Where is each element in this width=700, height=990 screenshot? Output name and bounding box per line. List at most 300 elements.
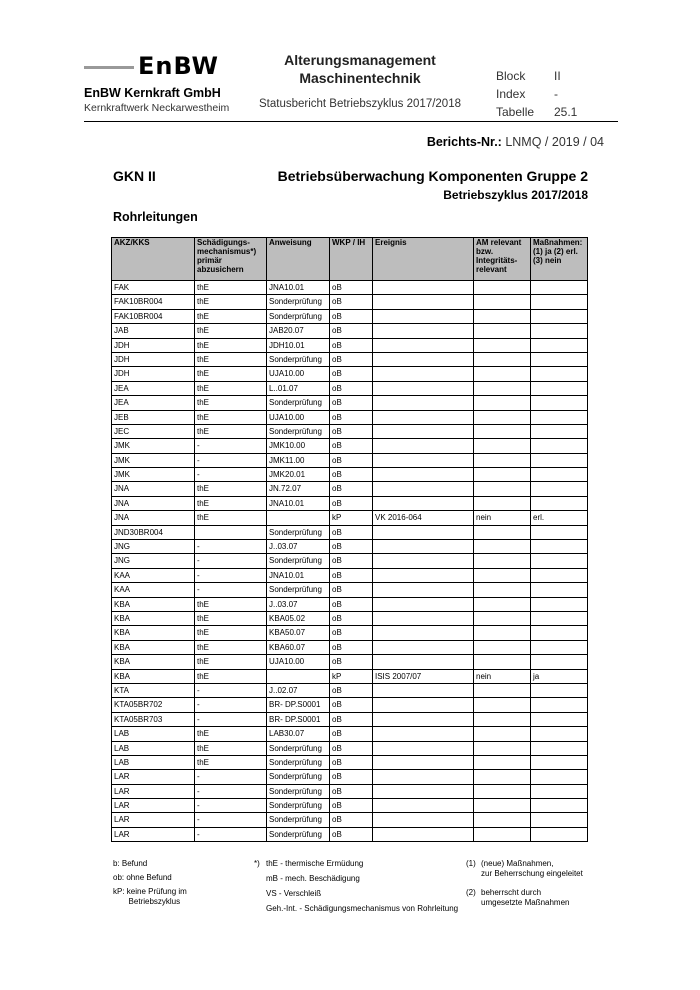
cell-event	[373, 583, 474, 597]
cell-measures	[531, 324, 588, 338]
legend-item: Geh.-Int. - Schädigungsmechanismus von Rohrleitung	[266, 904, 459, 913]
cell-instruction: Sonderprüfung	[267, 525, 330, 539]
table-row	[112, 813, 588, 827]
cell-event	[373, 741, 474, 755]
cell-wkp: oB	[330, 640, 373, 654]
cell-mechanism: -	[195, 540, 267, 554]
cell-instruction: JDH10.01	[267, 338, 330, 352]
cell-instruction: JAB20.07	[267, 324, 330, 338]
cell-am-relevant	[474, 281, 531, 295]
enbw-logo: EnBW	[138, 52, 219, 80]
table-row	[112, 424, 588, 438]
legend-item: kP: keine Prüfung im	[113, 887, 187, 896]
cell-wkp: oB	[330, 525, 373, 539]
cell-akz: LAB	[112, 727, 195, 741]
col-header-am-relevant: AM relevant bzw. Integritäts-relevant	[474, 238, 531, 281]
cell-measures	[531, 712, 588, 726]
cell-instruction: BR- DP.S0001	[267, 698, 330, 712]
table-row	[112, 583, 588, 597]
table-row	[112, 324, 588, 338]
cell-am-relevant	[474, 698, 531, 712]
table-row	[112, 655, 588, 669]
cell-am-relevant	[474, 496, 531, 510]
report-label: Berichts-Nr.:	[426, 135, 502, 149]
cell-instruction: Sonderprüfung	[267, 583, 330, 597]
legend-item: VS - Verschleiß	[266, 889, 322, 898]
cell-measures	[531, 813, 588, 827]
cell-event	[373, 827, 474, 841]
cell-akz: KAA	[112, 568, 195, 582]
cell-wkp: oB	[330, 770, 373, 784]
table-row	[112, 597, 588, 611]
cell-event	[373, 396, 474, 410]
cell-akz: JNG	[112, 540, 195, 554]
cell-wkp: oB	[330, 827, 373, 841]
cell-mechanism: thE	[195, 324, 267, 338]
cell-wkp: oB	[330, 813, 373, 827]
cell-instruction: JMK20.01	[267, 468, 330, 482]
table-row	[112, 540, 588, 554]
cell-mechanism	[195, 525, 267, 539]
table-row	[112, 295, 588, 309]
table-row	[112, 712, 588, 726]
cell-instruction: L..01.07	[267, 381, 330, 395]
cell-measures	[531, 338, 588, 352]
cell-measures	[531, 640, 588, 654]
cell-wkp: oB	[330, 755, 373, 769]
legend-mark-1: (1)	[466, 859, 476, 868]
section-title: Rohrleitungen	[113, 210, 198, 224]
cell-instruction: KBA50.07	[267, 626, 330, 640]
cell-akz: KBA	[112, 640, 195, 654]
cell-measures	[531, 410, 588, 424]
cell-event	[373, 784, 474, 798]
cell-am-relevant	[474, 727, 531, 741]
report-value: LNMQ / 2019 / 04	[505, 135, 604, 149]
cell-measures	[531, 583, 588, 597]
cell-instruction: Sonderprüfung	[267, 827, 330, 841]
cell-measures	[531, 827, 588, 841]
col-header-mechanism: Schädigungs-mechanismus*) primär abzusichern	[195, 238, 267, 281]
cell-wkp: kP	[330, 669, 373, 683]
col-header-event: Ereignis	[373, 238, 474, 281]
cell-am-relevant	[474, 640, 531, 654]
plant-name: Kernkraftwerk Neckarwestheim	[84, 102, 230, 114]
block-field	[496, 69, 561, 83]
cell-mechanism: -	[195, 583, 267, 597]
cell-event	[373, 295, 474, 309]
cell-mechanism: thE	[195, 295, 267, 309]
cell-akz: JNG	[112, 554, 195, 568]
cell-am-relevant	[474, 655, 531, 669]
table-row	[112, 453, 588, 467]
cell-mechanism: -	[195, 799, 267, 813]
cell-event	[373, 453, 474, 467]
cell-wkp: oB	[330, 727, 373, 741]
cell-event	[373, 424, 474, 438]
table-row	[112, 770, 588, 784]
cell-instruction: BR- DP.S0001	[267, 712, 330, 726]
cell-wkp: oB	[330, 583, 373, 597]
table-row	[112, 784, 588, 798]
header-title-line2: Maschinentechnik	[299, 70, 421, 86]
cell-instruction: UJA10.00	[267, 410, 330, 424]
table-row	[112, 511, 588, 525]
cell-measures	[531, 741, 588, 755]
legend-mechanisms	[266, 859, 458, 914]
cell-instruction: Sonderprüfung	[267, 352, 330, 366]
cell-wkp: oB	[330, 453, 373, 467]
cell-event	[373, 640, 474, 654]
cell-wkp: oB	[330, 439, 373, 453]
cell-akz: JEA	[112, 396, 195, 410]
legend-abbrev	[113, 859, 187, 907]
cell-am-relevant	[474, 381, 531, 395]
cell-am-relevant	[474, 540, 531, 554]
index-value: -	[554, 87, 558, 101]
cell-akz: KBA	[112, 626, 195, 640]
table-row	[112, 698, 588, 712]
cell-instruction: Sonderprüfung	[267, 770, 330, 784]
cell-wkp: oB	[330, 611, 373, 625]
index-field	[496, 87, 558, 101]
cell-mechanism: thE	[195, 597, 267, 611]
legend-item: mB - mech. Beschädigung	[266, 874, 360, 883]
cell-akz: JDH	[112, 338, 195, 352]
cell-mechanism: -	[195, 698, 267, 712]
cell-wkp: oB	[330, 496, 373, 510]
cell-measures	[531, 525, 588, 539]
legend-mark-2: (2)	[466, 888, 476, 897]
table-row	[112, 396, 588, 410]
table-row	[112, 554, 588, 568]
cell-event	[373, 698, 474, 712]
cell-mechanism: thE	[195, 482, 267, 496]
cell-mechanism: thE	[195, 410, 267, 424]
cell-event	[373, 496, 474, 510]
cell-measures	[531, 611, 588, 625]
cell-am-relevant	[474, 712, 531, 726]
cell-akz: JMK	[112, 439, 195, 453]
cell-event	[373, 281, 474, 295]
legend-item: zur Beherrschung eingeleitet	[481, 869, 583, 878]
cell-instruction: Sonderprüfung	[267, 813, 330, 827]
cell-instruction: JNA10.01	[267, 496, 330, 510]
cell-mechanism: thE	[195, 281, 267, 295]
cell-wkp: oB	[330, 281, 373, 295]
col-header-measures: Maßnahmen: (1) ja (2) erl. (3) nein	[531, 238, 588, 281]
cell-am-relevant	[474, 770, 531, 784]
cell-event	[373, 568, 474, 582]
cell-mechanism: thE	[195, 338, 267, 352]
cell-wkp: oB	[330, 309, 373, 323]
cell-mechanism: -	[195, 439, 267, 453]
col-header-akz: AKZ/KKS	[112, 238, 195, 281]
cell-measures	[531, 468, 588, 482]
cell-wkp: oB	[330, 698, 373, 712]
cell-akz: KBA	[112, 597, 195, 611]
cell-am-relevant: nein	[474, 669, 531, 683]
cell-akz: JNA	[112, 511, 195, 525]
cell-am-relevant	[474, 827, 531, 841]
cell-measures	[531, 453, 588, 467]
cell-wkp: oB	[330, 352, 373, 366]
cell-measures	[531, 770, 588, 784]
tabelle-value: 25.1	[554, 105, 578, 119]
cell-akz: LAR	[112, 827, 195, 841]
cell-mechanism: thE	[195, 424, 267, 438]
block-value: II	[554, 69, 561, 83]
legend-item: (neue) Maßnahmen,	[481, 859, 554, 868]
cell-instruction: JNA10.01	[267, 281, 330, 295]
cell-wkp: kP	[330, 511, 373, 525]
cell-event	[373, 309, 474, 323]
cell-am-relevant	[474, 525, 531, 539]
table-row	[112, 626, 588, 640]
tabelle-label: Tabelle	[496, 105, 535, 119]
cell-measures	[531, 626, 588, 640]
cell-event	[373, 525, 474, 539]
cell-mechanism: thE	[195, 655, 267, 669]
cell-measures: erl.	[531, 511, 588, 525]
table-row	[112, 525, 588, 539]
cell-event	[373, 799, 474, 813]
cell-mechanism: -	[195, 770, 267, 784]
cell-instruction	[267, 511, 330, 525]
cell-measures	[531, 799, 588, 813]
cell-wkp: oB	[330, 655, 373, 669]
cell-wkp: oB	[330, 381, 373, 395]
cell-mechanism: -	[195, 468, 267, 482]
cell-event	[373, 381, 474, 395]
cell-am-relevant	[474, 597, 531, 611]
cell-instruction: KBA05.02	[267, 611, 330, 625]
document-cycle: Betriebszyklus 2017/2018	[443, 188, 588, 202]
cell-event	[373, 655, 474, 669]
cell-event	[373, 540, 474, 554]
table-row	[112, 568, 588, 582]
cell-wkp: oB	[330, 338, 373, 352]
cell-mechanism: thE	[195, 396, 267, 410]
cell-mechanism: thE	[195, 640, 267, 654]
cell-wkp: oB	[330, 410, 373, 424]
cell-instruction: LAB30.07	[267, 727, 330, 741]
cell-mechanism: -	[195, 712, 267, 726]
legend-item: ob: ohne Befund	[113, 873, 172, 882]
cell-akz: JMK	[112, 468, 195, 482]
col-header-instruction: Anweisung	[267, 238, 330, 281]
cell-event	[373, 683, 474, 697]
cell-measures	[531, 396, 588, 410]
cell-am-relevant	[474, 568, 531, 582]
cell-mechanism: -	[195, 784, 267, 798]
cell-wkp: oB	[330, 367, 373, 381]
cell-mechanism: thE	[195, 741, 267, 755]
legend-item: umgesetzte Maßnahmen	[481, 898, 570, 907]
cell-wkp: oB	[330, 712, 373, 726]
table-row	[112, 439, 588, 453]
cell-akz: JEB	[112, 410, 195, 424]
cell-mechanism: thE	[195, 352, 267, 366]
cell-am-relevant	[474, 367, 531, 381]
table-row	[112, 827, 588, 841]
cell-event	[373, 324, 474, 338]
cell-instruction: Sonderprüfung	[267, 741, 330, 755]
cell-am-relevant	[474, 453, 531, 467]
cell-akz: JDH	[112, 367, 195, 381]
cell-wkp: oB	[330, 295, 373, 309]
cell-measures	[531, 655, 588, 669]
cell-akz: LAB	[112, 741, 195, 755]
cell-mechanism: -	[195, 827, 267, 841]
cell-akz: KTA05BR703	[112, 712, 195, 726]
cell-measures	[531, 309, 588, 323]
table-row	[112, 367, 588, 381]
cell-am-relevant	[474, 583, 531, 597]
col-header-wkp: WKP / IH	[330, 238, 373, 281]
table-row	[112, 482, 588, 496]
cell-wkp: oB	[330, 424, 373, 438]
header-title-line1: Alterungsmanagement	[284, 52, 436, 68]
cell-measures	[531, 381, 588, 395]
cell-wkp: oB	[330, 396, 373, 410]
block-label: Block	[496, 69, 526, 83]
cell-measures	[531, 352, 588, 366]
report-number	[427, 135, 604, 149]
table-row	[112, 683, 588, 697]
legend-item: b: Befund	[113, 859, 148, 868]
cell-wkp: oB	[330, 540, 373, 554]
cell-mechanism: thE	[195, 367, 267, 381]
cell-event	[373, 554, 474, 568]
cell-am-relevant	[474, 482, 531, 496]
table-row	[112, 669, 588, 683]
cell-measures	[531, 683, 588, 697]
cell-akz: FAK	[112, 281, 195, 295]
cell-am-relevant	[474, 554, 531, 568]
cell-event	[373, 727, 474, 741]
logo-line	[84, 66, 134, 69]
table-row	[112, 338, 588, 352]
cell-wkp: oB	[330, 784, 373, 798]
cell-event	[373, 468, 474, 482]
cell-measures: ja	[531, 669, 588, 683]
cell-instruction: JN.72.07	[267, 482, 330, 496]
cell-instruction: Sonderprüfung	[267, 799, 330, 813]
table-row	[112, 496, 588, 510]
cell-measures	[531, 784, 588, 798]
cell-instruction: J..03.07	[267, 540, 330, 554]
cell-mechanism: thE	[195, 669, 267, 683]
cell-am-relevant	[474, 799, 531, 813]
cell-measures	[531, 727, 588, 741]
cell-mechanism: -	[195, 813, 267, 827]
cell-measures	[531, 295, 588, 309]
cell-wkp: oB	[330, 468, 373, 482]
cell-event	[373, 338, 474, 352]
legend-item: beherrscht durch	[481, 888, 542, 897]
cell-wkp: oB	[330, 324, 373, 338]
cell-wkp: oB	[330, 597, 373, 611]
cell-measures	[531, 281, 588, 295]
cell-event	[373, 712, 474, 726]
cell-am-relevant	[474, 338, 531, 352]
cell-event	[373, 352, 474, 366]
cell-wkp: oB	[330, 683, 373, 697]
cell-mechanism: thE	[195, 381, 267, 395]
cell-instruction: Sonderprüfung	[267, 755, 330, 769]
cell-am-relevant	[474, 626, 531, 640]
cell-mechanism: thE	[195, 611, 267, 625]
cell-akz: KBA	[112, 669, 195, 683]
table-row	[112, 741, 588, 755]
cell-am-relevant	[474, 741, 531, 755]
cell-event	[373, 367, 474, 381]
cell-instruction: Sonderprüfung	[267, 784, 330, 798]
cell-instruction: JMK10.00	[267, 439, 330, 453]
page-header	[0, 0, 700, 150]
cell-am-relevant	[474, 309, 531, 323]
index-label: Index	[496, 87, 526, 101]
header-subtitle: Statusbericht Betriebszyklus 2017/2018	[258, 98, 461, 110]
cell-event	[373, 770, 474, 784]
cell-am-relevant: nein	[474, 511, 531, 525]
cell-akz: FAK10BR004	[112, 295, 195, 309]
cell-mechanism: -	[195, 554, 267, 568]
cell-am-relevant	[474, 410, 531, 424]
cell-event: ISIS 2007/07	[373, 669, 474, 683]
cell-measures	[531, 568, 588, 582]
component-table	[111, 237, 588, 842]
document-title: Betriebsüberwachung Komponenten Gruppe 2	[277, 168, 588, 184]
cell-am-relevant	[474, 683, 531, 697]
cell-measures	[531, 367, 588, 381]
cell-akz: LAR	[112, 784, 195, 798]
cell-am-relevant	[474, 324, 531, 338]
tabelle-field	[496, 105, 577, 119]
cell-instruction: Sonderprüfung	[267, 396, 330, 410]
cell-mechanism: thE	[195, 727, 267, 741]
cell-event	[373, 611, 474, 625]
table-row	[112, 468, 588, 482]
cell-event	[373, 755, 474, 769]
cell-mechanism: -	[195, 453, 267, 467]
cell-akz: JEC	[112, 424, 195, 438]
cell-measures	[531, 554, 588, 568]
cell-measures	[531, 540, 588, 554]
cell-am-relevant	[474, 295, 531, 309]
legend-item: thE - thermische Ermüdung	[266, 859, 364, 868]
cell-akz: JNA	[112, 496, 195, 510]
cell-event	[373, 597, 474, 611]
legend-star: *)	[254, 859, 260, 868]
cell-akz: JDH	[112, 352, 195, 366]
cell-measures	[531, 482, 588, 496]
cell-akz: FAK10BR004	[112, 309, 195, 323]
table-row	[112, 281, 588, 295]
cell-akz: LAR	[112, 770, 195, 784]
cell-instruction: J..03.07	[267, 597, 330, 611]
cell-akz: LAR	[112, 799, 195, 813]
cell-instruction: Sonderprüfung	[267, 295, 330, 309]
cell-wkp: oB	[330, 482, 373, 496]
cell-wkp: oB	[330, 741, 373, 755]
cell-akz: JND30BR004	[112, 525, 195, 539]
table-row	[112, 352, 588, 366]
cell-mechanism: thE	[195, 755, 267, 769]
legend-measure-2	[481, 888, 570, 908]
legend-item: Betriebszyklus	[113, 897, 181, 906]
